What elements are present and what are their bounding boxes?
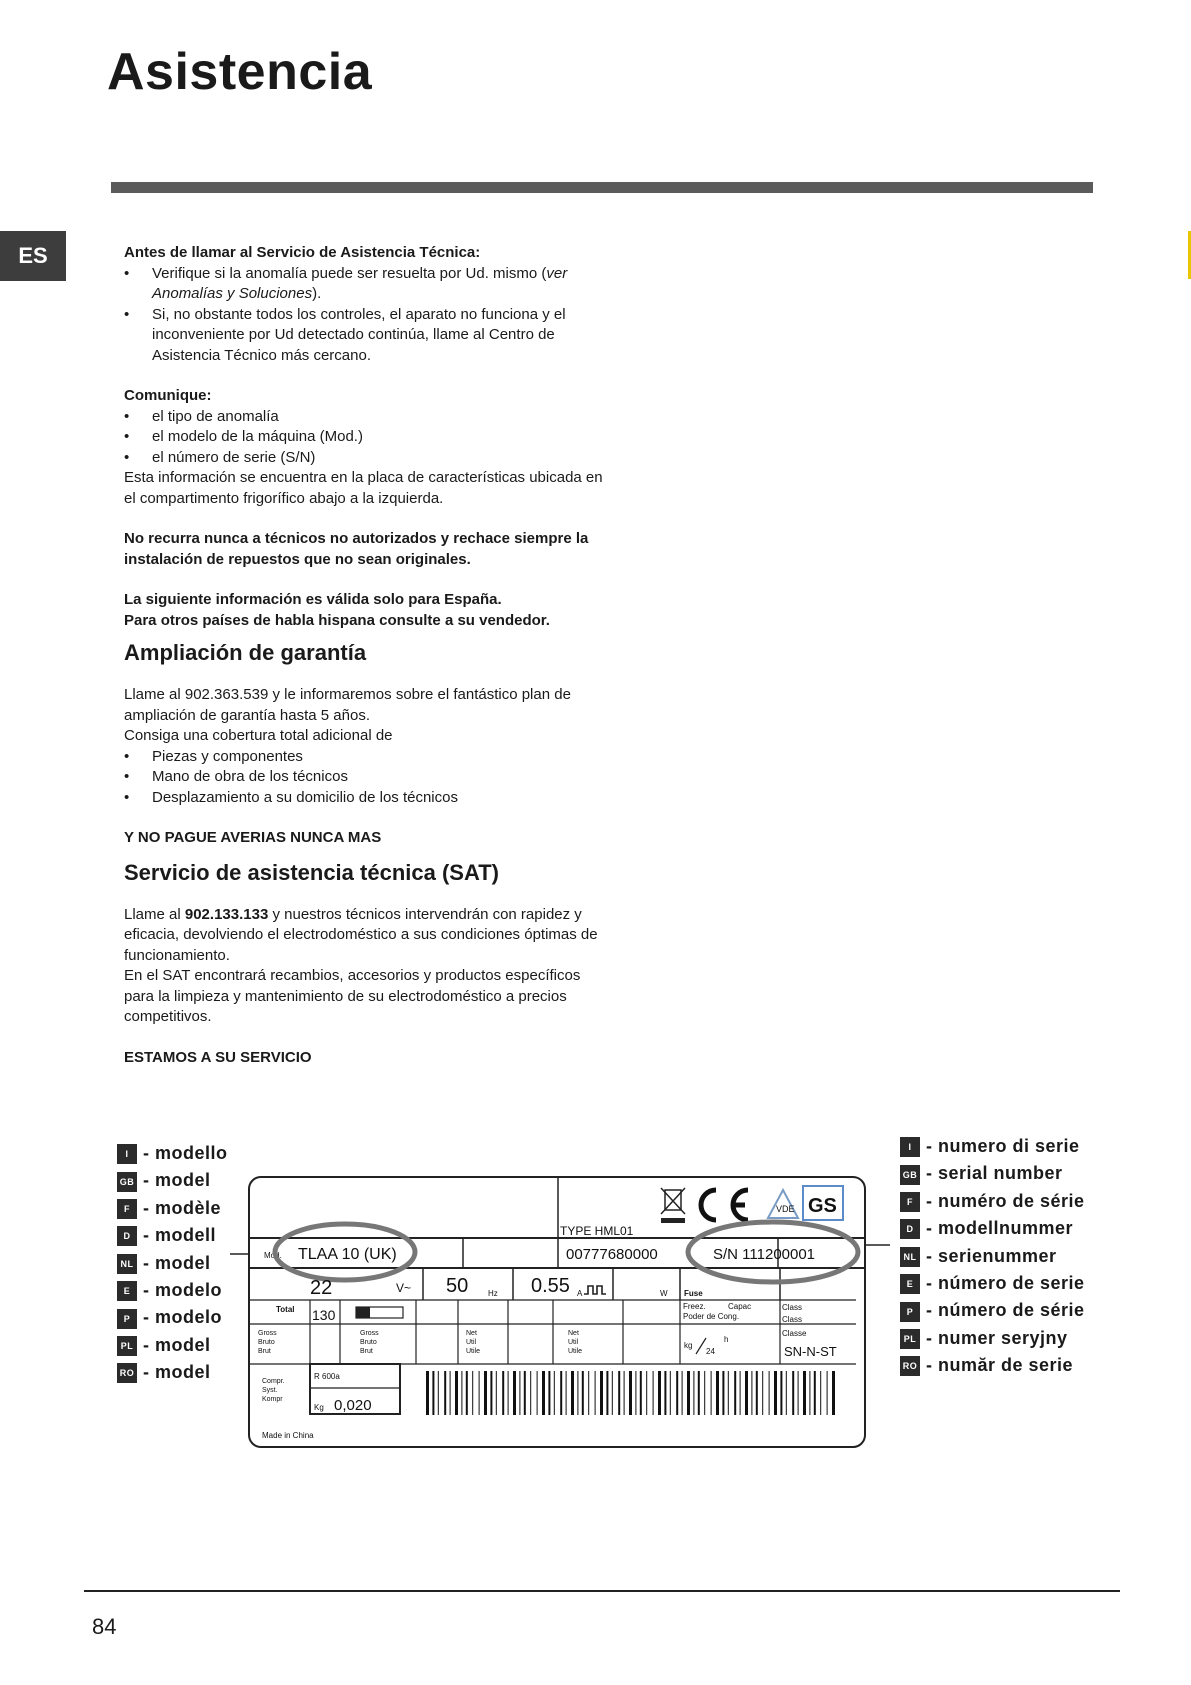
svg-text:VDE: VDE [776,1204,795,1214]
warranty-lead: Consiga una cobertura total adicional de [124,727,393,744]
svg-text:Net: Net [466,1330,477,1337]
svg-text:Gross: Gross [258,1330,277,1337]
spain-info: La siguiente información es válida solo para España. [124,591,502,608]
class-label-1: Class [782,1303,803,1312]
page-number: 84 [92,1614,117,1639]
language-tab: ES [0,231,66,281]
other-countries-info: Para otros países de habla hispana consulte a su vendedor. [124,611,550,629]
footer-rule [84,1590,1120,1592]
serial-value: S/N 111200001 [713,1246,816,1263]
legend-row: P - número de série [900,1300,1085,1327]
sat-slogan: ESTAMOS A SU SERVICIO [124,1048,312,1066]
list-item: • el número de serie (S/N) [124,448,612,469]
type-label: TYPE HML01 [560,1224,634,1238]
warranty-list [124,747,612,809]
warranty-paragraph: Llame al 902.363.539 y le informaremos sobre el fantástico plan de ampliación de garantía hasta 5 años. [124,686,571,724]
list-item: • el modelo de la máquina (Mod.) [124,427,612,448]
legend-row: RO - număr de serie [900,1355,1085,1382]
warranty-slogan: Y NO PAGUE AVERIAS NUNCA MAS [124,829,382,846]
refrigerant-type: R 600a [314,1372,340,1381]
legend-row: F - numéro de série [900,1191,1085,1218]
svg-text:Compr.: Compr. [262,1378,285,1385]
sat-phone: 902.133.133 [184,905,269,923]
list-item: • Desplazamiento a su domicilio de los técnicos [124,788,612,809]
voltage-partial: 22 [310,1277,333,1299]
svg-text:Kg: Kg [314,1403,324,1412]
legend-row: D - modell [117,1225,228,1252]
model-legend [117,1143,228,1390]
list-item: • Si, no obstante todos los controles, el aparato no funciona y el inconveniente por Ud detectado continúa, llame al Centro de Asistencia Técnico más cercano. [124,305,612,367]
legend-row: GB - model [117,1170,228,1197]
sat-heading: Servicio de asistencia técnica (SAT) [124,859,499,885]
list-item: • Mano de obra de los técnicos [124,767,612,788]
svg-text:h: h [724,1335,729,1344]
climate-class: SN-N-ST [784,1344,837,1359]
svg-text:Brut: Brut [360,1348,373,1355]
model-value: TLAA 10 (UK) [298,1246,397,1263]
capac-label: Capac [728,1302,752,1311]
warning-text: No recurra nunca a técnicos no autorizados y rechace siempre la instalación de repuestos que no sean originales. [124,530,589,568]
page-title: Asistencia [107,43,373,101]
mod-label: Mod. [264,1251,282,1260]
legend-row: I - numero di serie [900,1136,1085,1163]
total-value: 130 [312,1307,336,1323]
svg-text:Syst.: Syst. [262,1387,278,1394]
legend-row: D - modellnummer [900,1218,1085,1245]
legend-row: PL - numer seryjny [900,1328,1085,1355]
header-rule [111,182,1093,193]
svg-text:Net: Net [568,1330,579,1337]
communicate-heading: Comunique: [124,387,212,404]
made-in-label: Made in China [262,1431,314,1440]
svg-text:Util: Util [466,1339,477,1346]
main-content [124,243,612,1068]
list-item: • el tipo de anomalía [124,407,612,428]
list-item: • Verifique si la anomalía puede ser resuelta por Ud. mismo (ver Anomalías y Soluciones). [124,264,612,305]
svg-text:Brut: Brut [258,1348,271,1355]
legend-row: NL - serienummer [900,1246,1085,1273]
sat-paragraph: Llame al 902.133.133 y nuestros técnicos intervendrán con rapidez y eficacia, devolviendo el electrodoméstico a sus condiciones óptimas de funcionamiento. [124,905,598,964]
refrigerant-charge: 0,020 [334,1397,372,1414]
svg-text:Util: Util [568,1339,579,1346]
list-item: • Piezas y componentes [124,747,612,768]
legend-row: GB - serial number [900,1163,1085,1190]
amp-label: A [577,1289,583,1298]
svg-text:GS: GS [808,1195,837,1217]
legend-row: I - modello [117,1143,228,1170]
svg-text:Gross: Gross [360,1330,379,1337]
total-label: Total [276,1305,295,1314]
hz-label: Hz [488,1289,498,1298]
gs-mark-icon [803,1186,843,1220]
product-code: 00777680000 [566,1246,658,1263]
class-label-2: Class [782,1315,803,1324]
svg-text:24: 24 [706,1347,715,1356]
legend-row: E - número de serie [900,1273,1085,1300]
legend-row: F - modèle [117,1198,228,1225]
warranty-heading: Ampliación de garantía [124,640,367,665]
svg-text:Utile: Utile [568,1348,583,1355]
communicate-list [124,407,612,469]
legend-row: E - modelo [117,1280,228,1307]
fuse-label: Fuse [684,1289,703,1298]
svg-text:kg: kg [684,1341,693,1350]
current-value: 0.55 [531,1275,570,1297]
legend-row: P - modelo [117,1307,228,1334]
classe-label: Classe [782,1329,807,1338]
before-calling-list [124,264,612,367]
sat-paragraph-2: En el SAT encontrará recambios, accesorios y productos específicos para la limpieza y mantenimiento de su electrodoméstico a precios competitivos. [124,967,581,1025]
legend-row: NL - model [117,1253,228,1280]
svg-text:Bruto: Bruto [258,1339,275,1346]
svg-text:Bruto: Bruto [360,1339,377,1346]
serial-legend [900,1136,1085,1383]
rating-plate-drawing [248,1176,866,1448]
legend-row: RO - model [117,1362,228,1389]
volt-suffix: V~ [396,1281,412,1295]
frequency-value: 50 [446,1275,469,1297]
svg-text:Utile: Utile [466,1348,481,1355]
svg-text:Kompr: Kompr [262,1396,283,1403]
legend-row: PL - model [117,1335,228,1362]
rating-plate [248,1176,866,1448]
poder-label: Poder de Cong. [683,1312,740,1321]
freez-label: Freez. [683,1302,706,1311]
watt-label: W [660,1289,668,1298]
before-calling-heading: Antes de llamar al Servicio de Asistencia Técnica: [124,244,481,261]
communicate-note: Esta información se encuentra en la placa de características ubicada en el compartimento frigorífico abajo a la izquierda. [124,469,603,507]
